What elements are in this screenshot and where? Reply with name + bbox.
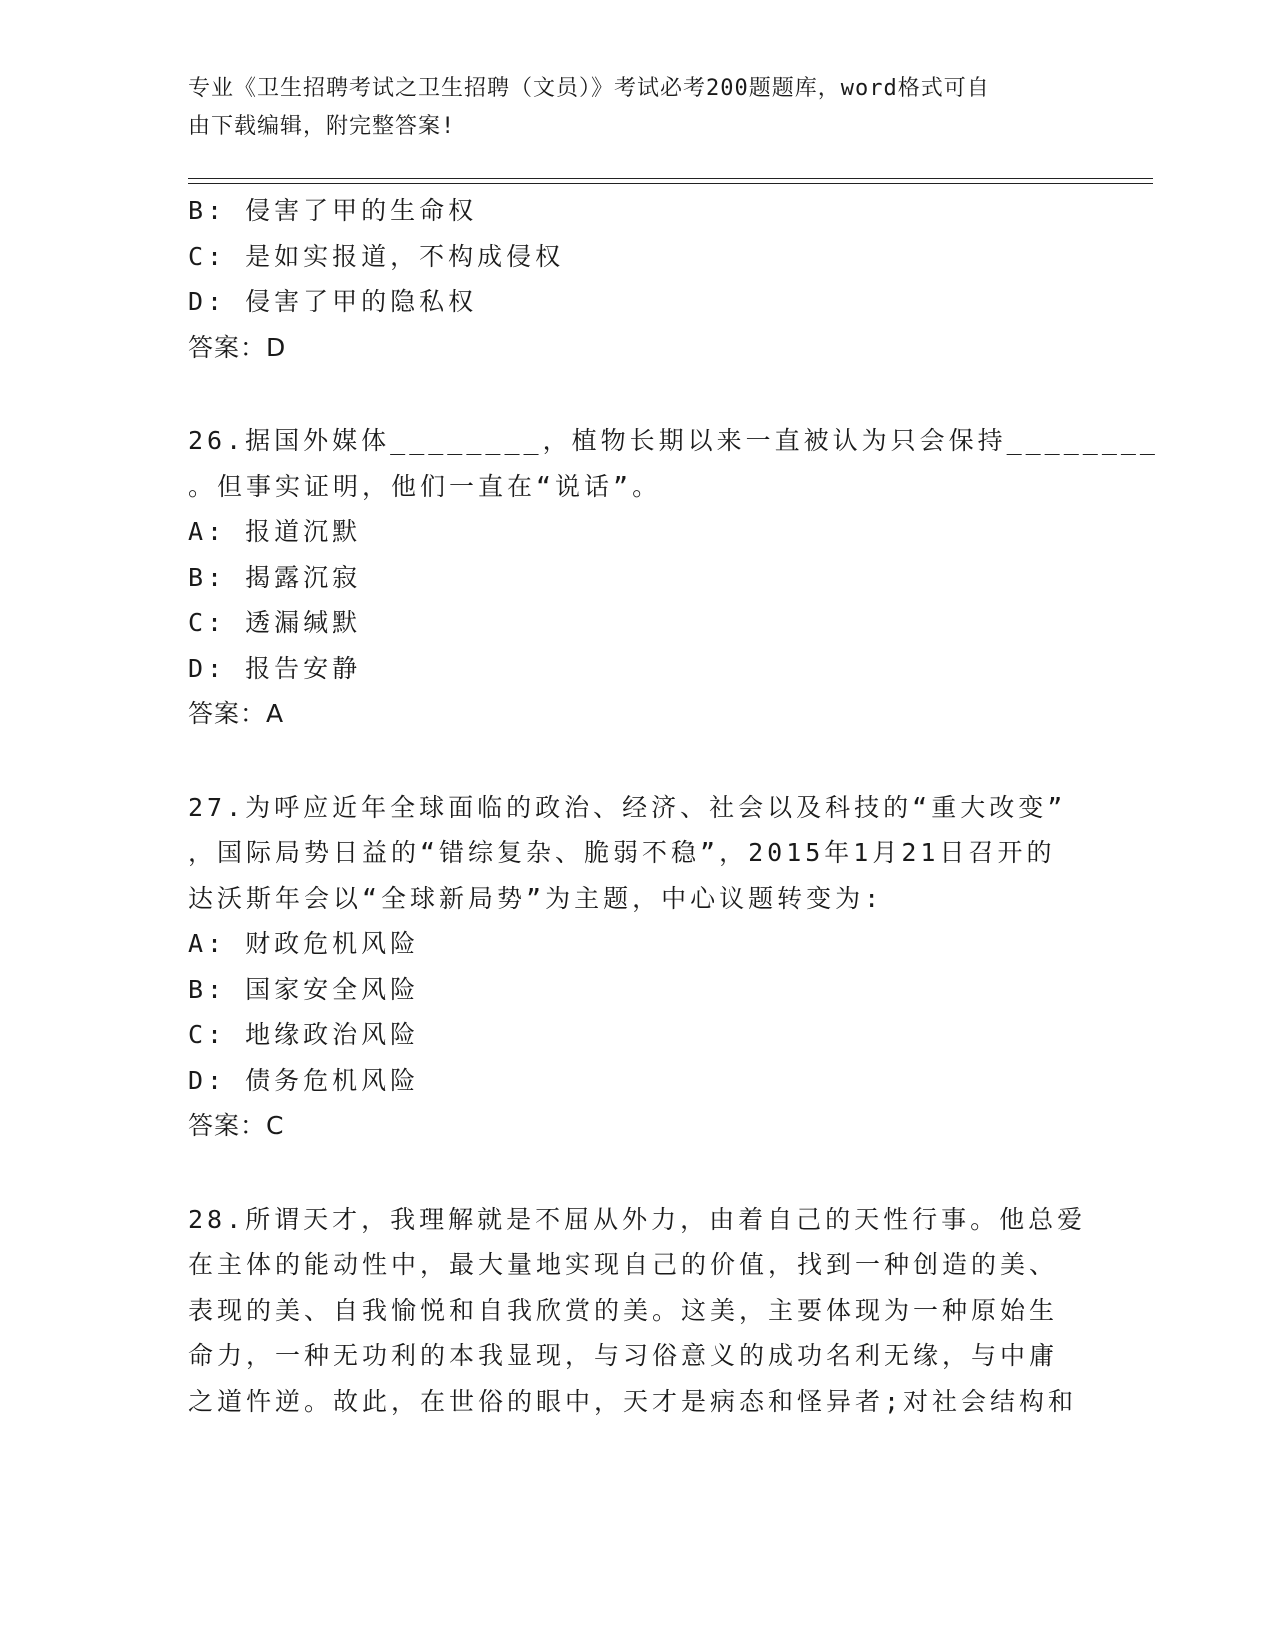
header-divider-top bbox=[188, 178, 1153, 179]
header-line-1: 专业《卫生招聘考试之卫生招聘（文员）》考试必考200题题库，word格式可自 bbox=[188, 76, 990, 101]
question-text-line: 表现的美、自我愉悦和自我欣赏的美。这美，主要体现为一种原始生 bbox=[188, 1295, 1059, 1325]
question-text-line: 。但事实证明，他们一直在“说话”。 bbox=[188, 471, 662, 501]
option-d: D: 报告安静 bbox=[188, 653, 362, 683]
document-header bbox=[188, 70, 1068, 146]
answer-label: 答案：C bbox=[188, 1111, 285, 1140]
question-text-line: 命力，一种无功利的本我显现，与习俗意义的成功名利无缘，与中庸 bbox=[188, 1341, 1059, 1370]
option-b: B: 侵害了甲的生命权 bbox=[188, 196, 478, 225]
option-d: D: 债务危机风险 bbox=[188, 1065, 420, 1095]
option-d: D: 侵害了甲的隐私权 bbox=[188, 287, 478, 316]
header-line-2: 由下载编辑，附完整答案! bbox=[188, 114, 456, 139]
option-a: A: 报道沉默 bbox=[188, 517, 362, 546]
document-body bbox=[188, 188, 1159, 1424]
question-text-line: 26.据国外媒体________，植物长期以来一直被认为只会保持________ bbox=[188, 426, 1159, 455]
question-text-line: ，国际局势日益的“错综复杂、脆弱不稳”，2015年1月21日召开的 bbox=[188, 838, 1056, 867]
previous-question-tail bbox=[188, 188, 1088, 370]
header-divider-bottom bbox=[188, 183, 1153, 184]
question-text-line: 达沃斯年会以“全球新局势”为主题，中心议题转变为: bbox=[188, 883, 884, 913]
question-text-line: 27.为呼应近年全球面临的政治、经济、社会以及科技的“重大改变” bbox=[188, 792, 1067, 822]
option-c: C: 地缘政治风险 bbox=[188, 1020, 420, 1049]
answer-label: 答案：A bbox=[188, 699, 285, 728]
option-c: C: 透漏缄默 bbox=[188, 608, 362, 637]
question-27 bbox=[188, 785, 1088, 1149]
option-c: C: 是如实报道，不构成侵权 bbox=[188, 241, 565, 271]
option-a: A: 财政危机风险 bbox=[188, 929, 420, 958]
answer-label: 答案：D bbox=[188, 332, 287, 362]
question-text-line: 28.所谓天才，我理解就是不屈从外力，由着自己的天性行事。他总爱 bbox=[188, 1204, 1087, 1234]
question-text-line: 在主体的能动性中，最大量地实现自己的价值，找到一种创造的美、 bbox=[188, 1250, 1059, 1279]
question-text-line: 之道忤逆。故此，在世俗的眼中，天才是病态和怪异者;对社会结构和 bbox=[188, 1386, 1078, 1416]
question-28 bbox=[188, 1197, 1088, 1425]
question-26 bbox=[188, 418, 1159, 737]
option-b: B: 揭露沉寂 bbox=[188, 562, 362, 592]
option-b: B: 国家安全风险 bbox=[188, 974, 420, 1004]
